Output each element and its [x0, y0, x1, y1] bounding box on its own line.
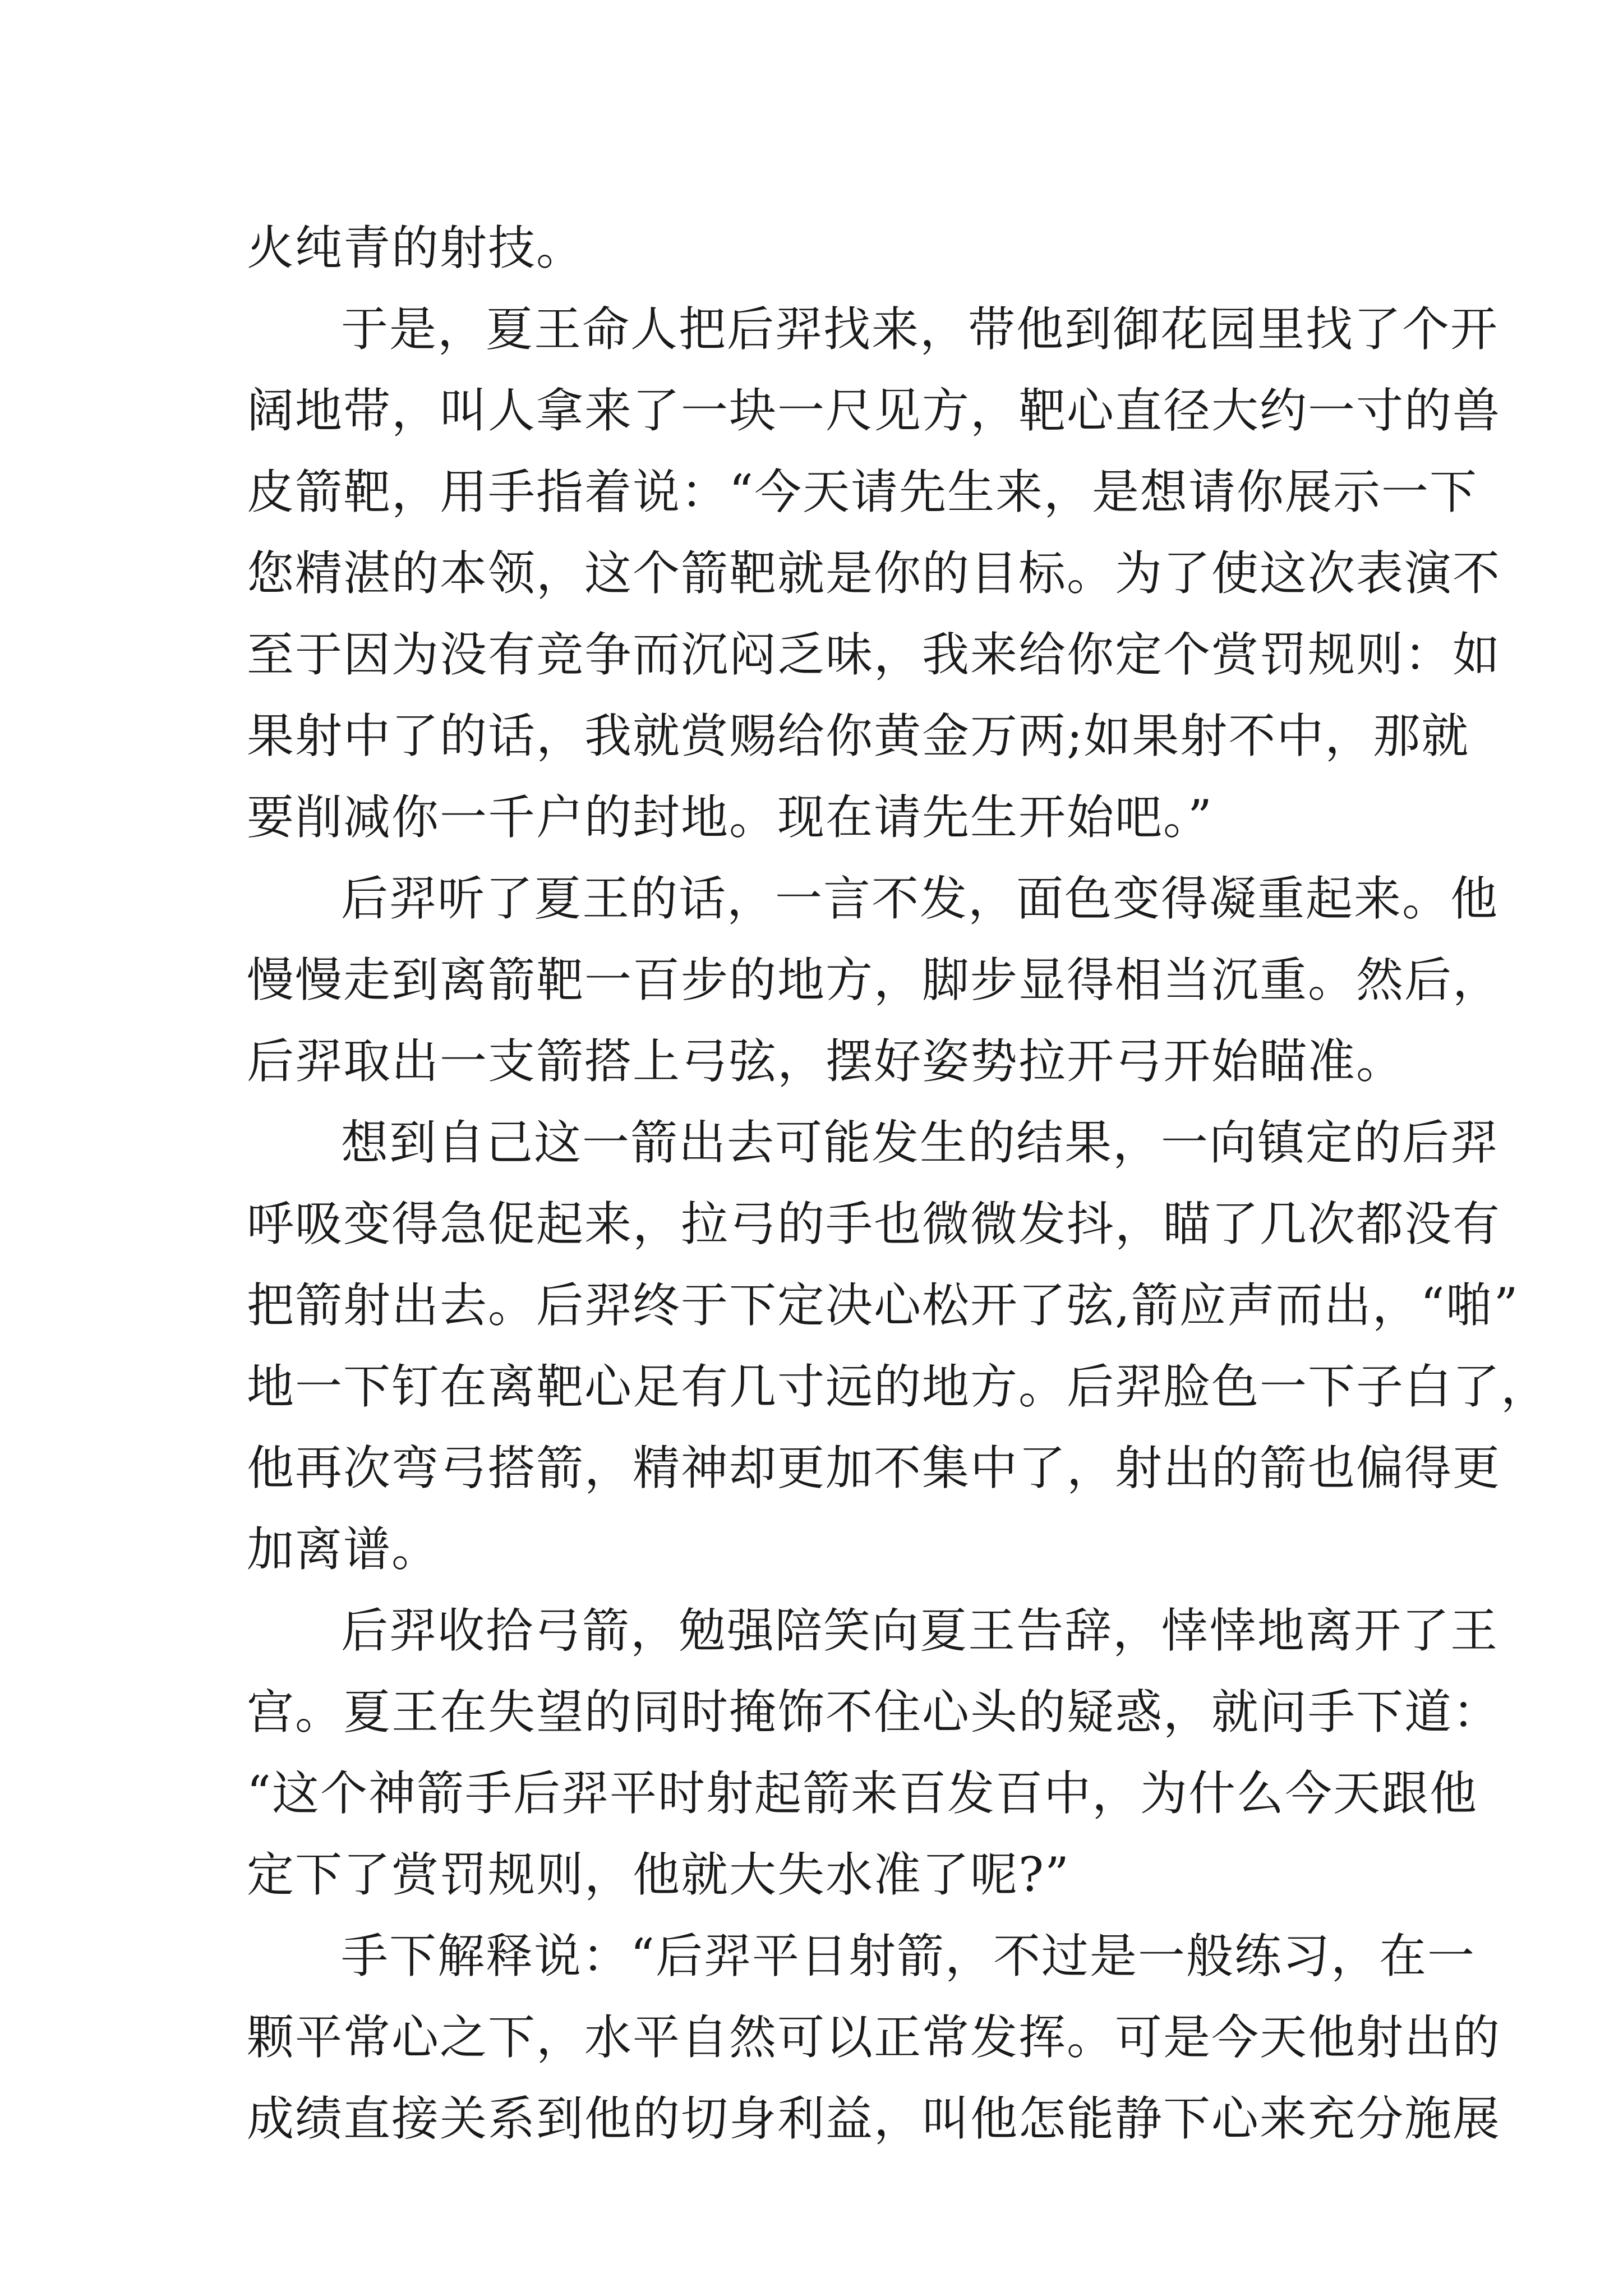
text-line: 火纯青的射技。 — [247, 220, 585, 275]
text-line: 于是，夏王命人把后羿找来，带他到御花园里找了个开 — [341, 302, 1499, 357]
text-line: 后羿取出一支箭搭上弓弦，摆好姿势拉开弓开始瞄准。 — [247, 1034, 1405, 1089]
text-line: 后羿收拾弓箭，勉强陪笑向夏王告辞，悻悻地离开了王 — [341, 1603, 1499, 1658]
body-text — [247, 208, 1550, 2160]
text-line: 慢慢走到离箭靶一百步的地方，脚步显得相当沉重。然后， — [247, 953, 1501, 1007]
paragraph-2 — [247, 289, 1501, 858]
text-line: 把箭射出去。后羿终于下定决心松开了弦,箭应声而出，“啪” — [247, 1278, 1519, 1333]
paragraph-1 — [247, 208, 1385, 289]
paragraph-6 — [247, 1916, 1501, 2160]
paragraph-4 — [247, 1102, 1550, 1590]
text-line: 皮箭靶，用手指着说：“今天请先生来，是想请你展示一下 — [247, 464, 1478, 519]
text-line: 呼吸变得急促起来，拉弓的手也微微发抖，瞄了几次都没有 — [247, 1197, 1501, 1251]
text-line: 加离谱。 — [247, 1522, 440, 1577]
text-line: 后羿听了夏王的话，一言不发，面色变得凝重起来。他 — [341, 871, 1499, 926]
text-line: 手下解释说：“后羿平日射箭，不过是一般练习，在一 — [341, 1929, 1476, 1984]
text-line: 要削减你一千户的封地。现在请先生开始吧。” — [247, 790, 1213, 845]
paragraph-3 — [247, 858, 1501, 1102]
text-line: “这个神箭手后羿平时射起箭来百发百中，为什么今天跟他 — [247, 1766, 1478, 1821]
text-line: 地一下钉在离靶心足有几寸远的地方。后羿脸色一下子白了， — [247, 1359, 1550, 1414]
text-line: 宫。夏王在失望的同时掩饰不住心头的疑惑，就问手下道： — [247, 1685, 1501, 1740]
text-line: 果射中了的话，我就赏赐给你黄金万两;如果射不中，那就 — [247, 708, 1470, 763]
text-line: 颗平常心之下，水平自然可以正常发挥。可是今天他射出的 — [247, 2010, 1501, 2065]
text-line: 阔地带，叫人拿来了一块一尺见方，靶心直径大约一寸的兽 — [247, 383, 1501, 438]
text-line: 您精湛的本领，这个箭靶就是你的目标。为了使这次表演不 — [247, 546, 1501, 601]
paragraph-5 — [247, 1590, 1501, 1916]
text-line: 至于因为没有竞争而沉闷乏味，我来给你定个赏罚规则：如 — [247, 627, 1501, 682]
text-line: 他再次弯弓搭箭，精神却更加不集中了，射出的箭也偏得更 — [247, 1441, 1501, 1496]
text-line: 定下了赏罚规则，他就大失水准了呢?” — [247, 1847, 1070, 1902]
text-line: 成绩直接关系到他的切身利益，叫他怎能静下心来充分施展 — [247, 2091, 1501, 2146]
text-line: 想到自己这一箭出去可能发生的结果，一向镇定的后羿 — [341, 1115, 1499, 1170]
